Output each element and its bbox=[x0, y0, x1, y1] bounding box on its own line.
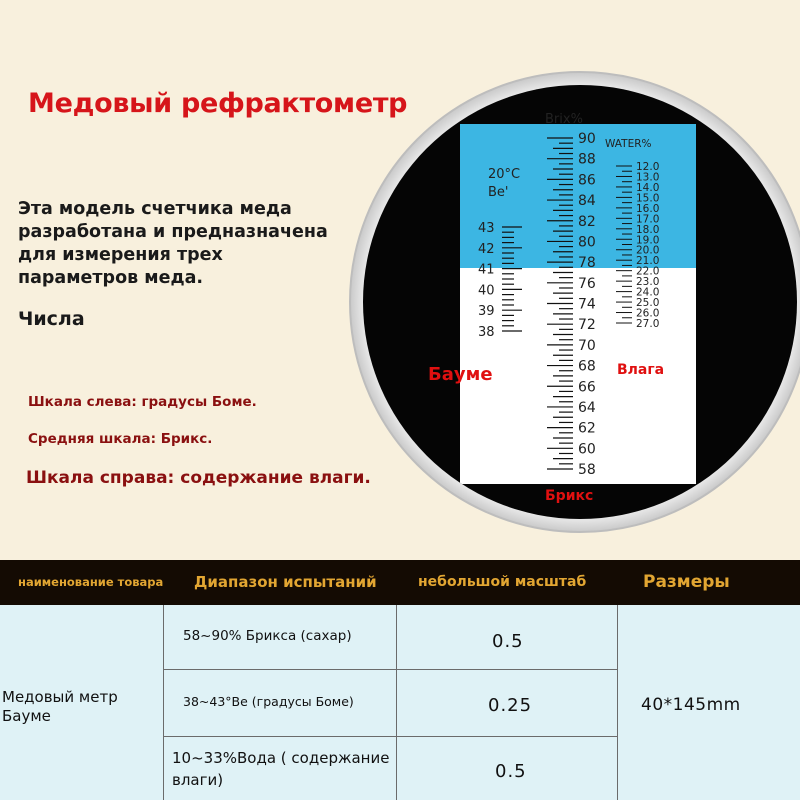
page-title: Медовый рефрактометр bbox=[28, 88, 408, 119]
water-tick-label: 19.0 bbox=[636, 234, 660, 247]
brix-tick-label: 86 bbox=[578, 172, 596, 189]
water-tick-label: 24.0 bbox=[636, 286, 660, 299]
brix-tick-label: 72 bbox=[578, 317, 596, 334]
baume-tick-label: 42 bbox=[478, 241, 495, 257]
scale-note-right: Шкала справа: содержание влаги. bbox=[26, 468, 371, 488]
product-name-cell: Медовый метр Бауме bbox=[2, 688, 118, 725]
table-divider bbox=[163, 669, 617, 670]
brix-tick-label: 58 bbox=[578, 462, 596, 478]
water-tick-label: 13.0 bbox=[636, 171, 660, 184]
scale-cell-brix: 0.5 bbox=[492, 631, 524, 652]
scale-cell-baume: 0.25 bbox=[488, 695, 533, 716]
water-unit-label: WATER% bbox=[605, 138, 652, 150]
dimensions-cell: 40*145mm bbox=[641, 695, 741, 715]
header-product-name: наименование товара bbox=[18, 575, 164, 589]
water-tick-label: 14.0 bbox=[636, 181, 660, 194]
water-tick-label: 20.0 bbox=[636, 244, 660, 257]
scale-cell-water: 0.5 bbox=[495, 761, 527, 782]
brix-tick-label: 62 bbox=[578, 420, 596, 437]
table-divider bbox=[396, 605, 397, 800]
brix-unit-label: Brix% bbox=[545, 112, 583, 127]
description-text: Эта модель счетчика меда разработана и предназначена для измерения трех параметров меда. bbox=[18, 199, 328, 288]
table-divider bbox=[163, 605, 164, 800]
brix-tick-label: 80 bbox=[578, 234, 596, 251]
baume-tick-label: 38 bbox=[478, 325, 495, 340]
water-tick-label: 15.0 bbox=[636, 192, 660, 205]
range-cell-water: 10~33%Вода ( содержание влаги) bbox=[172, 749, 390, 789]
water-tick-label: 22.0 bbox=[636, 265, 660, 278]
brix-red-label: Брикс bbox=[545, 488, 594, 504]
baume-unit-label: 20°C Be' bbox=[488, 167, 521, 200]
baume-red-label: Бауме bbox=[428, 364, 493, 385]
baume-tick-label: 41 bbox=[478, 262, 495, 278]
numbers-label: Числа bbox=[18, 308, 85, 330]
header-dimensions: Размеры bbox=[643, 572, 730, 592]
table-divider bbox=[617, 605, 618, 800]
water-tick-label: 27.0 bbox=[636, 318, 660, 330]
brix-tick-label: 90 bbox=[578, 131, 596, 147]
range-cell-baume: 38~43°Be (градусы Боме) bbox=[183, 694, 354, 709]
baume-tick-label: 40 bbox=[478, 283, 495, 299]
baume-tick-label: 39 bbox=[478, 304, 495, 320]
brix-tick-label: 74 bbox=[578, 296, 596, 313]
water-tick-label: 12.0 bbox=[636, 161, 660, 173]
brix-tick-label: 70 bbox=[578, 337, 596, 354]
scale-note-middle: Средняя шкала: Брикс. bbox=[28, 431, 213, 447]
water-tick-label: 25.0 bbox=[636, 297, 660, 310]
header-min-scale: небольшой масштаб bbox=[418, 574, 587, 590]
water-tick-label: 16.0 bbox=[636, 202, 660, 215]
scale-note-left: Шкала слева: градусы Боме. bbox=[28, 394, 257, 410]
water-tick-label: 26.0 bbox=[636, 307, 660, 320]
brix-tick-label: 82 bbox=[578, 213, 596, 230]
header-test-range: Диапазон испытаний bbox=[194, 573, 377, 591]
specs-table bbox=[0, 560, 800, 800]
brix-tick-label: 64 bbox=[578, 399, 596, 416]
brix-tick-label: 78 bbox=[578, 255, 596, 272]
water-tick-label: 18.0 bbox=[636, 223, 660, 236]
baume-tick-label: 43 bbox=[478, 221, 495, 236]
moisture-red-label: Влага bbox=[617, 362, 665, 378]
brix-tick-label: 66 bbox=[578, 379, 596, 396]
range-cell-brix: 58~90% Брикса (сахар) bbox=[183, 628, 352, 644]
water-tick-label: 21.0 bbox=[636, 255, 660, 268]
brix-tick-label: 60 bbox=[578, 441, 596, 458]
table-header bbox=[0, 560, 800, 605]
brix-tick-label: 88 bbox=[578, 151, 596, 168]
water-tick-label: 17.0 bbox=[636, 213, 660, 226]
water-tick-label: 23.0 bbox=[636, 276, 660, 289]
brix-tick-label: 76 bbox=[578, 275, 596, 292]
brix-tick-label: 68 bbox=[578, 358, 596, 375]
table-divider bbox=[163, 736, 617, 737]
brix-tick-label: 84 bbox=[578, 193, 596, 210]
